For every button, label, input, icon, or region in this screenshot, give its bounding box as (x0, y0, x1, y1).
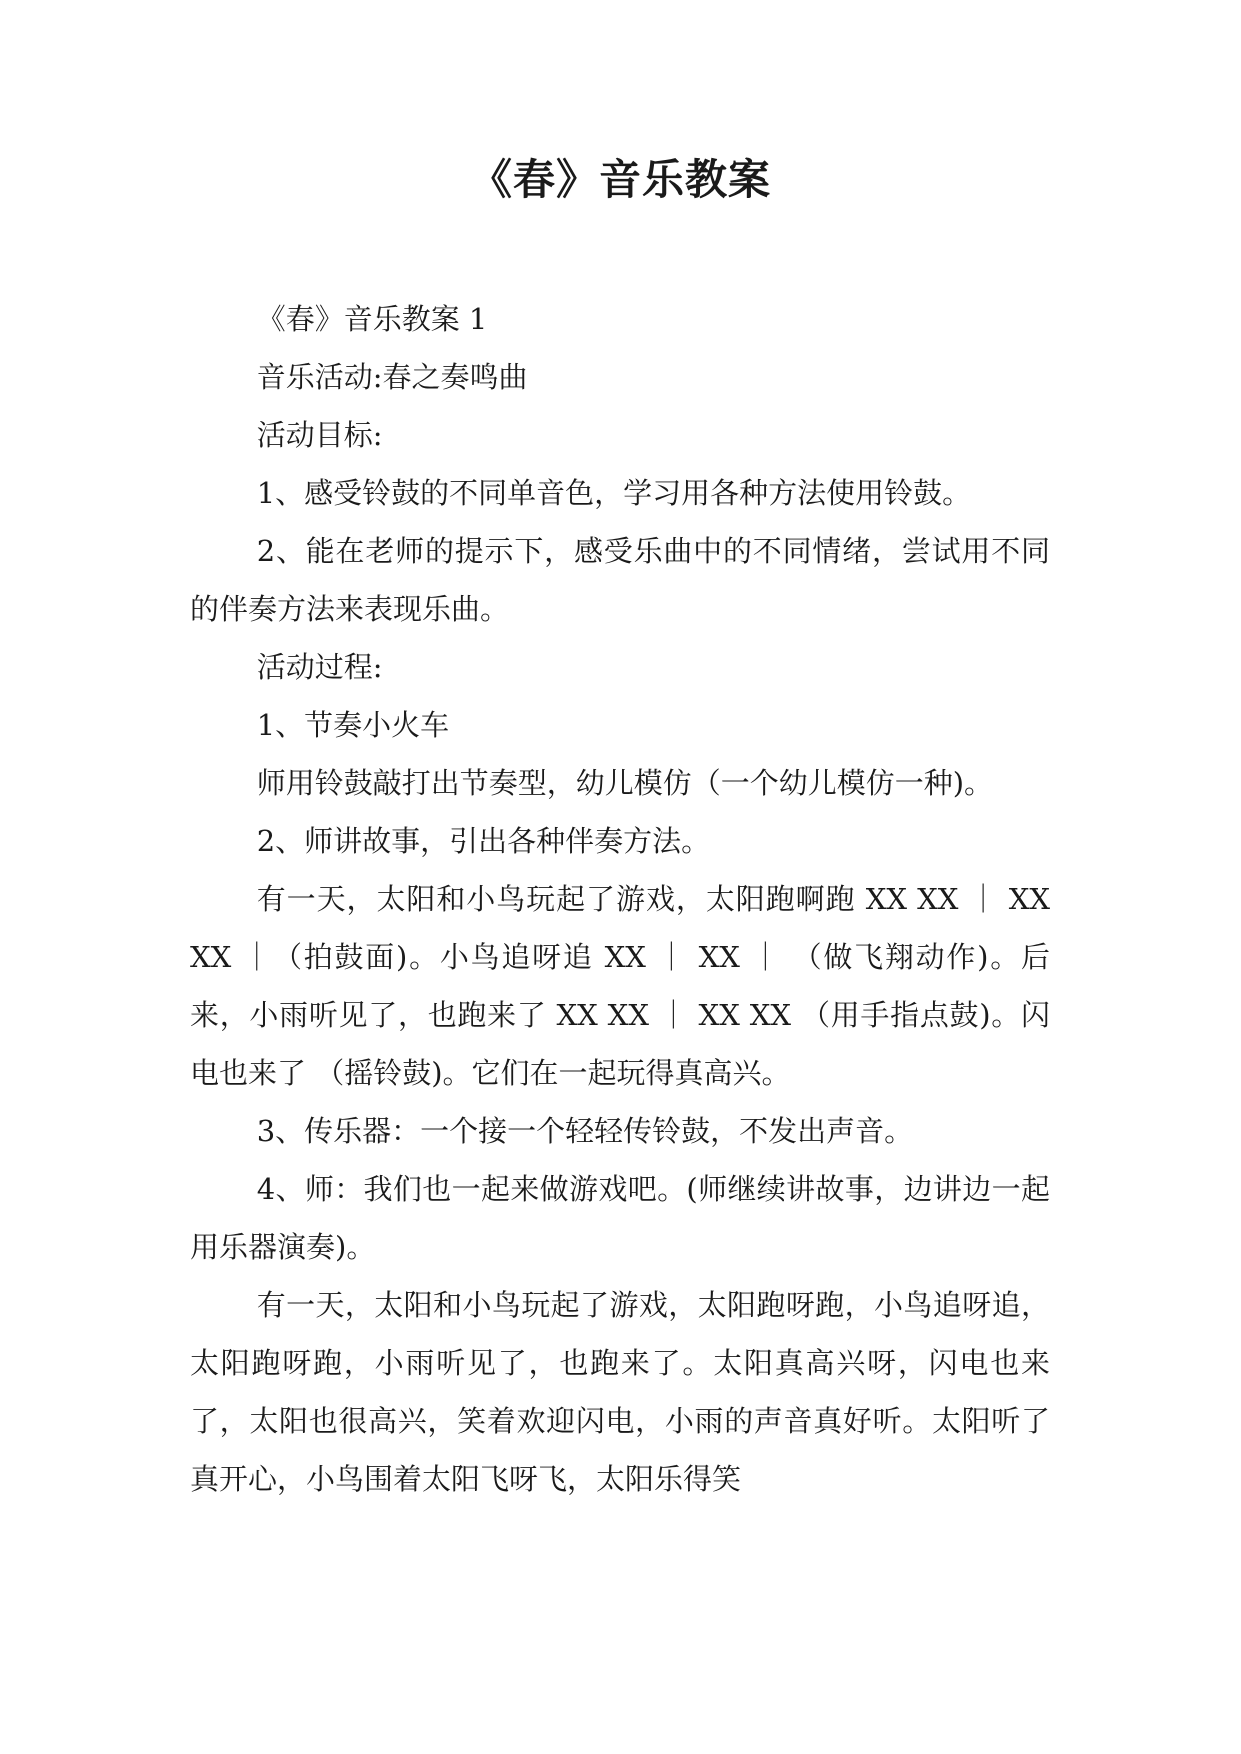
process-heading: 活动过程: (256, 650, 383, 684)
process-step: 1、节奏小火车 (256, 708, 450, 742)
document-body (190, 290, 1050, 1508)
body-paragraph: 有一天，太阳和小鸟玩起了游戏，太阳跑啊跑 XX XX ｜ XX XX ｜（拍鼓面)。小鸟追呀追 XX ｜ XX ｜ （做飞翔动作)。后来，小雨听见了，也跑来了 XX XX ｜ XX XX （用手指点鼓)。闪电也来了 （摇铃鼓)。它们在一起玩得真高兴。 (190, 882, 1050, 1090)
activity-name: 音乐活动:春之奏鸣曲 (256, 360, 528, 394)
body-paragraph: 有一天，太阳和小鸟玩起了游戏，太阳跑呀跑，小鸟追呀追，太阳跑呀跑，小雨听见了，也跑来了。太阳真高兴呀，闪电也来了，太阳也很高兴，笑着欢迎闪电，小雨的声音真好听。太阳听了真开心，小鸟围着太阳飞呀飞，太阳乐得笑 (190, 1288, 1050, 1496)
goals-heading: 活动目标: (256, 418, 383, 452)
process-step: 2、师讲故事，引出各种伴奏方法。 (256, 824, 711, 858)
goal-item: 2、能在老师的提示下，感受乐曲中的不同情绪，尝试用不同的伴奏方法来表现乐曲。 (190, 534, 1050, 626)
process-step: 3、传乐器：一个接一个轻轻传铃鼓，不发出声音。 (256, 1114, 914, 1148)
section-heading: 《春》音乐教案 1 (256, 302, 488, 336)
goal-item: 1、感受铃鼓的不同单音色，学习用各种方法使用铃鼓。 (256, 476, 972, 510)
process-step: 4、师：我们也一起来做游戏吧。(师继续讲故事，边讲边一起用乐器演奏)。 (190, 1172, 1050, 1264)
body-paragraph: 师用铃鼓敲打出节奏型，幼儿模仿（一个幼儿模仿一种)。 (256, 766, 994, 800)
document-title: 《春》音乐教案 (469, 155, 771, 204)
